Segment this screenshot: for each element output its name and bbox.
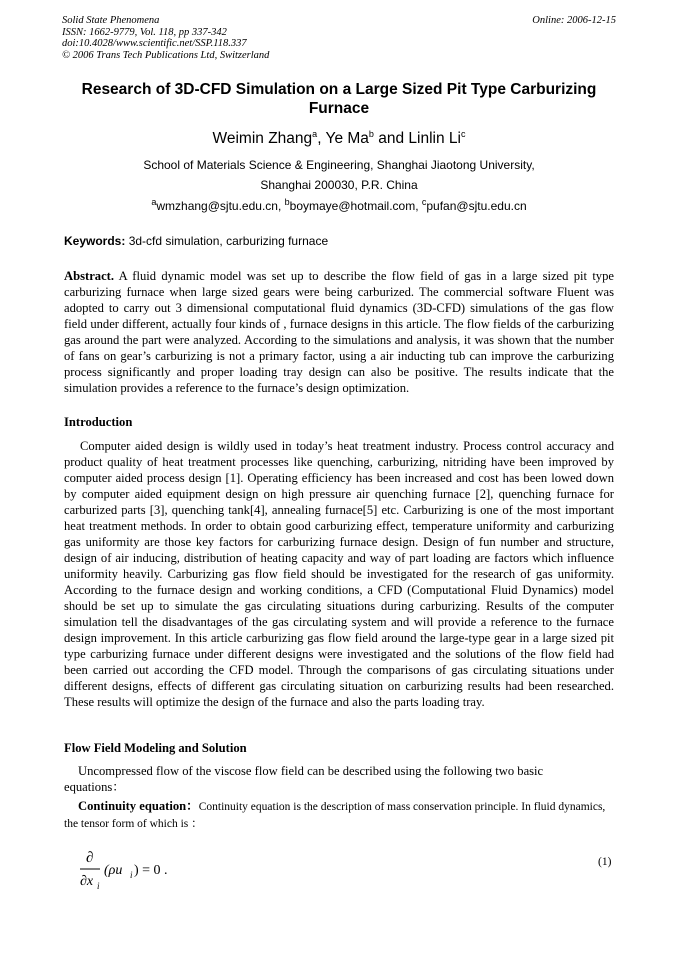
email-separator: , bbox=[277, 199, 285, 213]
section-heading-flow-field: Flow Field Modeling and Solution bbox=[64, 741, 247, 755]
section-heading-introduction: Introduction bbox=[64, 415, 133, 429]
equation-rhs: ) = 0 . bbox=[134, 863, 168, 878]
abstract-text: A fluid dynamic model was set up to describe the flow field of gas in a large sized pit type carburizing furnace when large sized gears were being carburized. The commercial software Fluent was adopted to carry out 3 dimensional computational fluid dynamics (3D-CFD) simulations of the gas flow field under different, actually four kinds of , furnace designs in this article. The flow fields of the carburizing gas around the part were analyzed. According to the simulations and analysis, it was shown that the number of fans on gear’s carburizing is not a primary factor, using a air inducting tub can improve the carburizing process significantly and proper loading tray design can also be positive. The results indicate that the simulation provides a reference to the furnace’s design optimization. bbox=[64, 269, 614, 395]
paper-title: Research of 3D-CFD Simulation on a Large Sized Pit Type Carburizing Furnace bbox=[81, 81, 597, 117]
continuity-text: Continuity equation is the description of mass conservation principle. In fluid dynamics, the tensor form of which is ： bbox=[64, 801, 606, 830]
equation-denominator: ∂x bbox=[80, 874, 94, 889]
author-list bbox=[62, 130, 616, 148]
author-name: Linlin Li bbox=[408, 130, 461, 147]
author-separator: , bbox=[317, 130, 326, 147]
online-date: Online: 2006-12-15 bbox=[532, 15, 616, 26]
author-separator: and bbox=[373, 130, 409, 147]
issn-line: ISSN: 1662-9779, Vol. 118, pp 337-342 bbox=[62, 26, 227, 38]
equation-body: (ρu bbox=[104, 863, 123, 878]
introduction-paragraph: Computer aided design is wildly used in today’s heat treatment industry. Process control accuracy and product quality of heat treatment processes like quenching, carburizing, nitriding have been improved by computer aided process design [1]. Operating efficiency has been increased and cost has been lowed down by computer aided equipment design on high pressure air quenching furnace [2], quenching furnace for carburized parts [3], quenching tank[4], annealing furnace[5] etc. Carburizing is one of the most important heat treatment methods. In order to obtain good carburizing effect, temperature uniformity and carburizing gas uniformity are those key factors for carburizing furnace design. Design of fun number and structure, design of air inducing, distribution of heating capacity and way of part loading are factors which influence uniformity heavily. Carburizing gas flow field should be investigated for the research of gas uniformity. According to the furnace design and working conditions, a CFD (Computational Fluid Dynamics) model should be set up to simulate the gas circulating situations during carburizing. Results of the computer simulation tell the disadvantages of the gas circulating system and will provide a reference to the furnace design improvement. In this article carburizing gas flow field around the large-type gear in a large sized pit type carburizing furnace under different designs were investigated and the solutions of the flow field had been carried out according the CFD model. Through the comparisons of gas circulating situations under different designs, effects of different gas circulating situation on carburizing results had been researched. These results will optimize the design of the furnace and also the parts loading tray. bbox=[64, 439, 614, 709]
keywords bbox=[64, 234, 616, 248]
equation-body-sub: i bbox=[130, 870, 133, 880]
keywords-label: Keywords: bbox=[64, 234, 126, 248]
flow-field-paragraph: Uncompressed flow of the viscose flow field can be described using the following two basic equations： bbox=[64, 764, 544, 794]
affiliation-line: School of Materials Science & Engineering, Shanghai Jiaotong University, bbox=[143, 158, 535, 172]
equation-partial: ∂ bbox=[86, 850, 94, 866]
email-mark: c bbox=[421, 197, 427, 207]
email-list bbox=[62, 199, 616, 213]
email-address: wmzhang@sjtu.edu.cn bbox=[156, 199, 278, 213]
continuity-paragraph bbox=[64, 798, 614, 832]
affiliation-line: Shanghai 200030, P.R. China bbox=[260, 178, 418, 192]
journal-name: Solid State Phenomena bbox=[62, 15, 160, 26]
email-separator: , bbox=[415, 199, 422, 213]
email-address: boymaye@hotmail.com bbox=[289, 199, 416, 213]
author-affil-mark: c bbox=[460, 128, 466, 139]
author-affil-mark: b bbox=[368, 128, 374, 139]
doi-line: doi:10.4028/www.scientific.net/SSP.118.337 bbox=[62, 38, 247, 50]
author-affil-mark: a bbox=[312, 128, 318, 139]
keywords-text: 3d-cfd simulation, carburizing furnace bbox=[125, 234, 329, 248]
equation-denominator-sub: i bbox=[97, 881, 100, 891]
continuity-label: Continuity equation： bbox=[78, 799, 199, 813]
email-address: pufan@sjtu.edu.cn bbox=[426, 199, 527, 213]
publication-header bbox=[62, 15, 616, 61]
email-mark: b bbox=[284, 197, 290, 207]
continuity-equation bbox=[78, 846, 278, 896]
email-mark: a bbox=[151, 197, 157, 207]
equation-number: (1) bbox=[598, 856, 612, 868]
abstract-label: Abstract. bbox=[64, 269, 115, 283]
copyright-line: © 2006 Trans Tech Publications Ltd, Switzerland bbox=[62, 49, 270, 61]
author-name: Weimin Zhang bbox=[212, 130, 313, 147]
author-name: Ye Ma bbox=[325, 130, 369, 147]
abstract bbox=[64, 268, 614, 396]
